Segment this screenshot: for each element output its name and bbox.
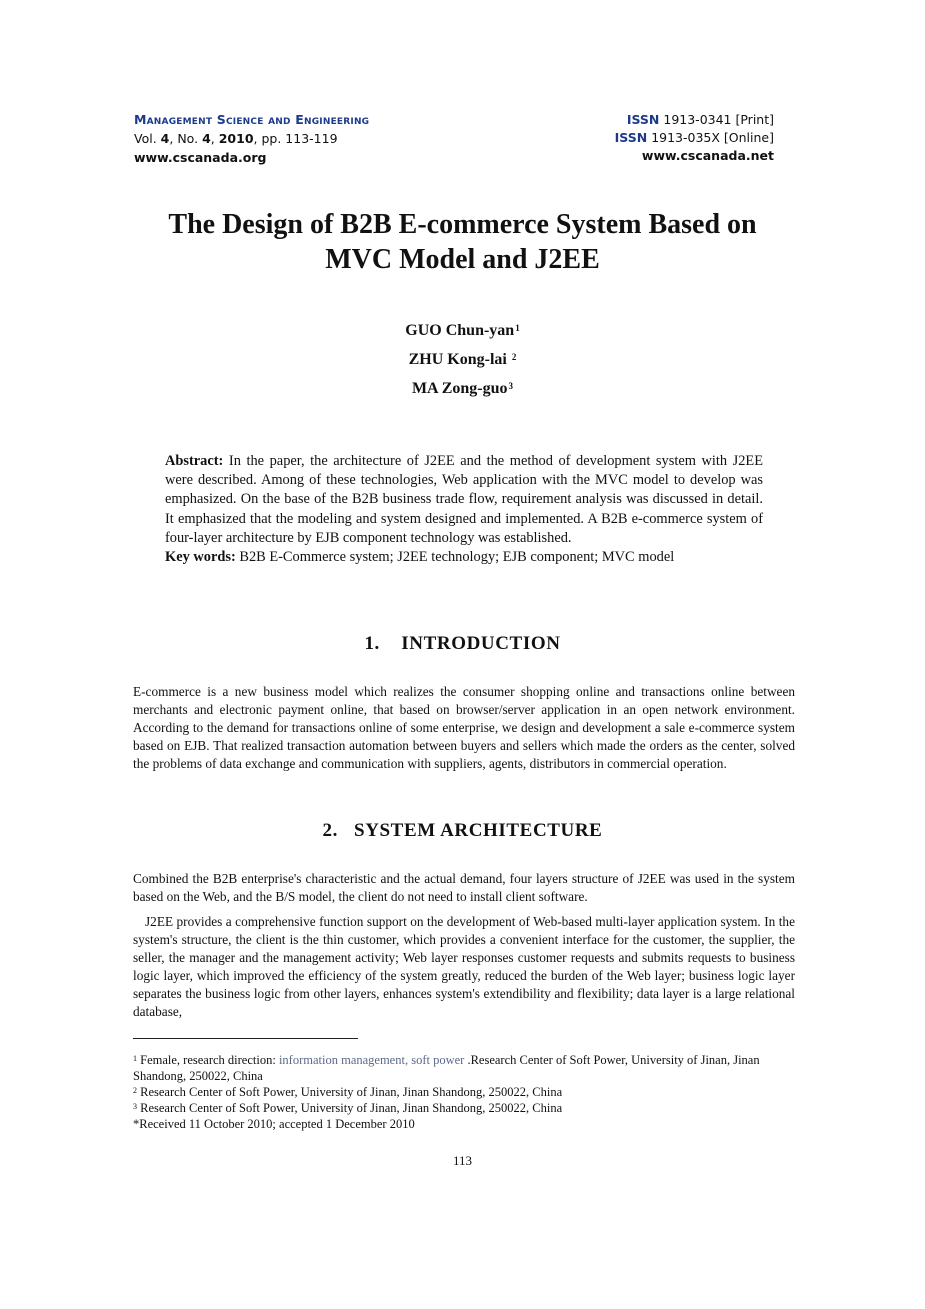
- issn-online: [615, 130, 774, 145]
- title-line-2: MVC Model and J2EE: [325, 244, 600, 275]
- footnote-research-topic: information management, soft power: [278, 1053, 465, 1067]
- author: [0, 316, 925, 345]
- footnote-text: .Research Center of Soft Power, University of Jinan, Jinan Shandong, 250022, China: [133, 1053, 760, 1083]
- volume-line: Vol. 4, No. 4, 2010, pp. 113-119: [134, 131, 338, 146]
- year: 2010: [218, 131, 254, 146]
- keywords: [165, 548, 763, 567]
- author: [0, 374, 925, 403]
- abstract-text: In the paper, the architecture of J2EE and the method of development system with J2EE were described. Among of these technologies, Web application with the MVC model to develop was emphasized. On the base of the B2B business trade flow, requirement analysis was discussed in detail. It emphasized that the modeling and system designed and implemented. A B2B e-commerce system of four-layer architecture by EJB component technology was established.: [165, 453, 763, 546]
- author: [0, 345, 925, 374]
- keywords-label: Key words:: [165, 549, 236, 566]
- author-name: GUO Chun-yan: [405, 322, 515, 339]
- vol-label: Vol.: [134, 131, 157, 146]
- footnote-text: Female, research direction:: [137, 1053, 279, 1067]
- journal-site-link[interactable]: www.cscanada.org: [134, 150, 267, 165]
- footnotes: [133, 1052, 795, 1132]
- architecture-paragraph-1: Combined the B2B enterprise's characteristic and the actual demand, four layers structure of J2EE was used in the system based on the Web, and the B/S model, the client do not need to install client software.: [133, 871, 795, 904]
- footnote-text: Research Center of Soft Power, University of Jinan, Jinan Shandong, 250022, China: [137, 1101, 563, 1115]
- abstract: [165, 452, 763, 567]
- no-label: No.: [177, 131, 199, 146]
- abstract-body: [165, 452, 763, 548]
- introduction-paragraph: E-commerce is a new business model which realizes the consumer shopping online and transactions online between merchants and electronic payment online, that based on browser/server application in an open network environment. According to the demand for transactions online of some enterprise, we design and development a sale e-commerce system based on EJB. That realized transaction automation between buyers and sellers which made the orders as the center, solved the problems of data exchange and communication with suppliers, agents, distributors in commercial operation.: [133, 684, 795, 771]
- architecture-paragraph-2: J2EE provides a comprehensive function support on the development of Web-based multi-layer application system. In the system's structure, the client is the thin customer, which provides a convenient interface for the customer, the supplier, the seller, the manager and the management activity; Web layer responses customer requests and submits requests to business logic layer, which improved the efficiency of the system greatly, reduced the burden of the Web layer; business logic layer separates the business logic from other layers, enhances system's extendibility and flexibility; data layer is a large relational database,: [133, 914, 795, 1019]
- received-note: *Received 11 October 2010; accepted 1 December 2010: [133, 1117, 415, 1131]
- keywords-text: B2B E-Commerce system; J2EE technology; EJB component; MVC model: [235, 549, 675, 566]
- abstract-label: Abstract:: [165, 453, 224, 469]
- footnote-mark: 2: [133, 1086, 137, 1095]
- footnote-1: [133, 1052, 795, 1084]
- publisher-site-link[interactable]: www.cscanada.net: [641, 148, 774, 163]
- author-affiliation-mark: 1: [515, 323, 520, 333]
- paper-title: [100, 207, 825, 277]
- footnote-divider: [133, 1038, 358, 1039]
- pages: pp. 113-119: [261, 131, 338, 146]
- footnote-mark: 1: [133, 1054, 137, 1063]
- footnote-2: [133, 1084, 795, 1100]
- journal-name: Management Science and Engineering: [134, 112, 370, 127]
- author-name: ZHU Kong-lai: [408, 351, 507, 368]
- issn-label: ISSN: [626, 112, 660, 127]
- issue-number: 4: [202, 131, 211, 146]
- issn-online-value: 1913-035X [Online]: [651, 130, 774, 145]
- section-heading-system-architecture: 2. SYSTEM ARCHITECTURE: [322, 820, 603, 841]
- author-name: MA Zong-guo: [411, 380, 508, 397]
- author-list: [0, 316, 925, 403]
- page-number: 113: [452, 1153, 473, 1168]
- footnote-text: Research Center of Soft Power, University of Jinan, Jinan Shandong, 250022, China: [137, 1085, 563, 1099]
- author-affiliation-mark: 2: [511, 352, 517, 362]
- issn-print: [627, 112, 774, 127]
- issn-label: ISSN: [614, 130, 648, 145]
- author-affiliation-mark: 3: [508, 381, 514, 391]
- vol-number: 4: [160, 131, 170, 146]
- footnote-3: [133, 1100, 795, 1116]
- footnote-mark: 3: [133, 1102, 137, 1111]
- title-line-1: The Design of B2B E-commerce System Based on: [168, 209, 757, 240]
- section-heading-introduction: 1. INTRODUCTION: [364, 633, 561, 654]
- issn-print-value: 1913-0341 [Print]: [663, 112, 774, 127]
